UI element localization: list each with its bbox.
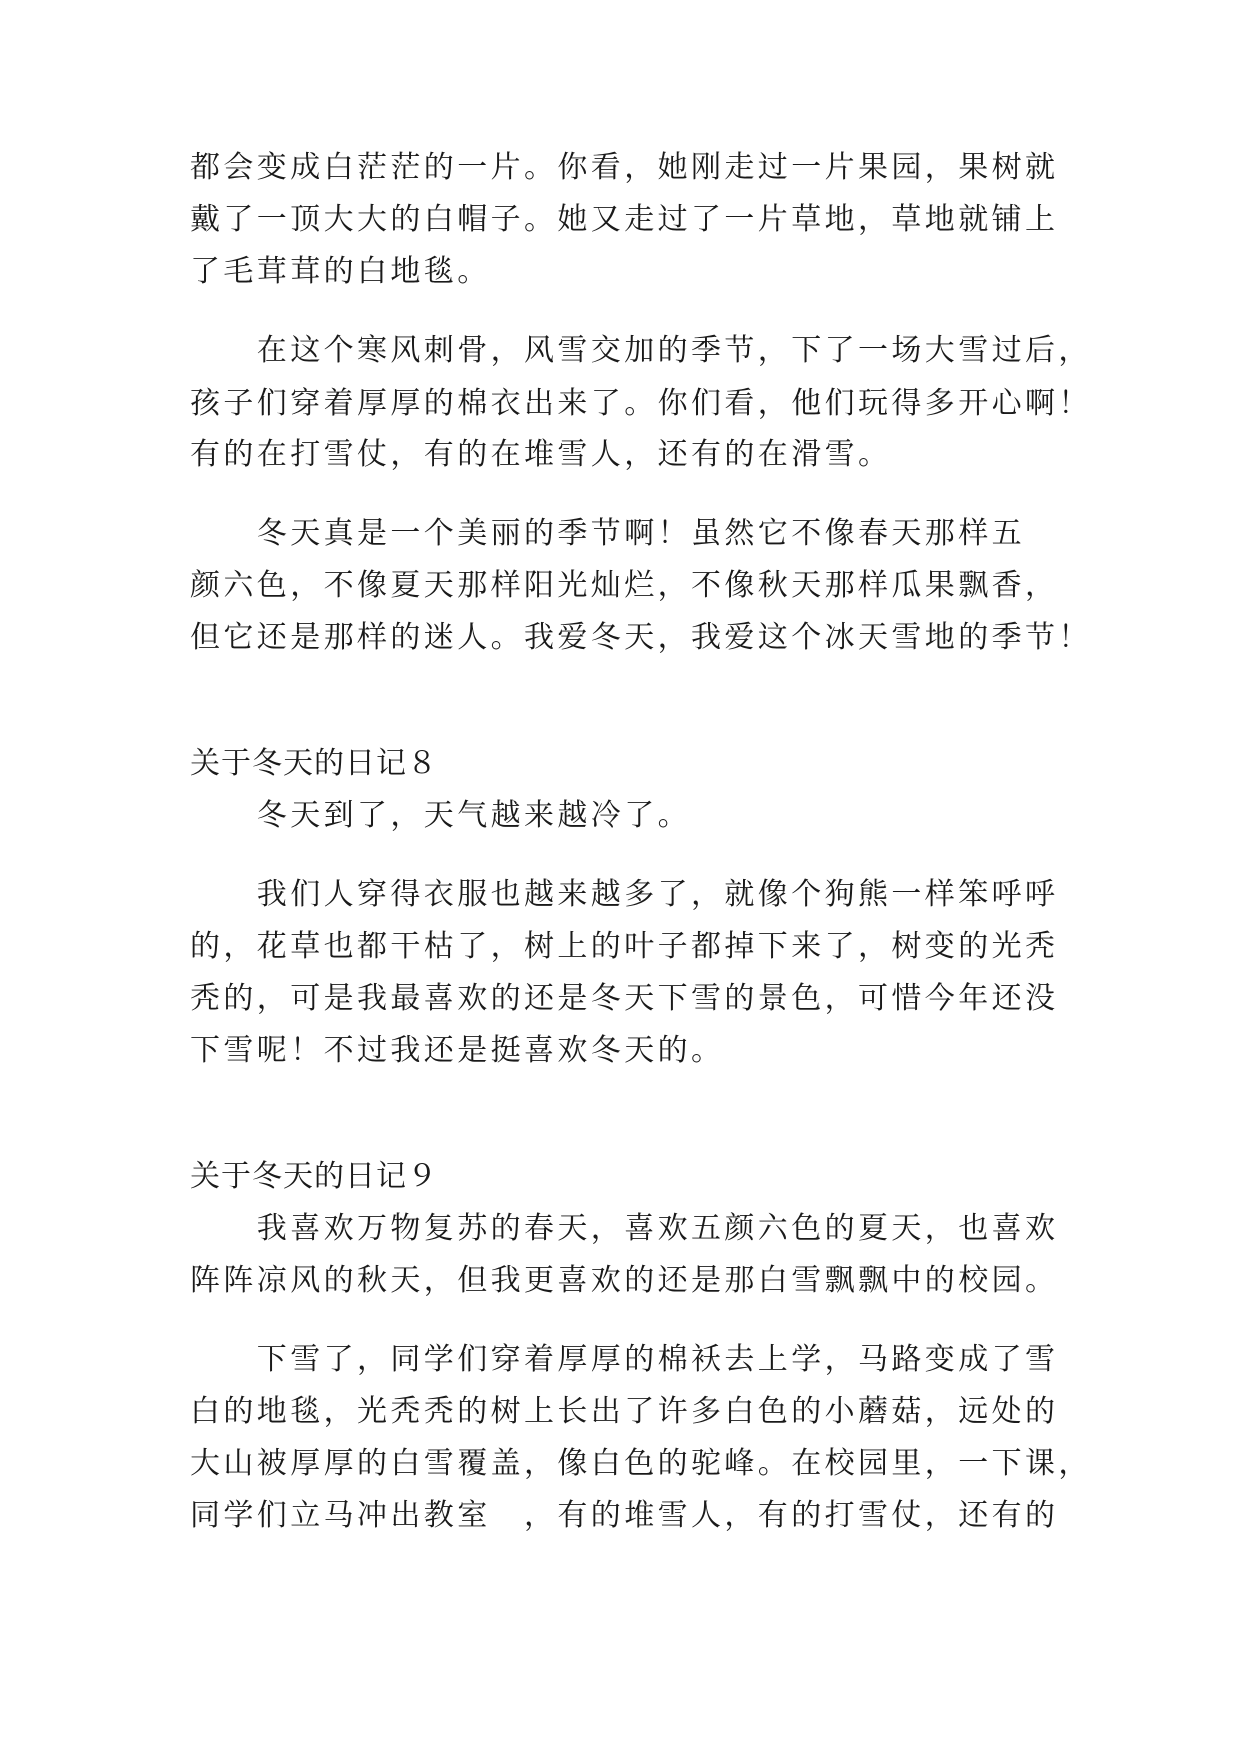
diary-8-line: 秃的，可是我最喜欢的还是冬天下雪的景色，可惜今年还没 <box>190 981 1059 1016</box>
paragraph-line: 颜六色，不像夏天那样阳光灿烂，不像秋天那样瓜果飘香， <box>190 568 1059 603</box>
diary-8-line: 冬天到了，天气越来越冷了。 <box>190 798 691 833</box>
paragraph-line: 但它还是那样的迷人。我爱冬天，我爱这个冰天雪地的季节！ <box>190 620 1092 655</box>
diary-8-line: 下雪呢！不过我还是挺喜欢冬天的。 <box>190 1033 725 1068</box>
diary-8-line: 的，花草也都干枯了，树上的叶子都掉下来了，树变的光秃 <box>190 929 1059 964</box>
diary-8-heading: 关于冬天的日记８ <box>190 746 438 781</box>
diary-8-line: 我们人穿得衣服也越来越多了，就像个狗熊一样笨呼呼 <box>190 877 1059 912</box>
diary-9-line: 大山被厚厚的白雪覆盖，像白色的驼峰。在校园里，一下课， <box>190 1446 1092 1481</box>
paragraph-line: 了毛茸茸的白地毯。 <box>190 254 491 289</box>
paragraph-line: 有的在打雪仗，有的在堆雪人，还有的在滑雪。 <box>190 437 892 472</box>
paragraph-line: 孩子们穿着厚厚的棉衣出来了。你们看，他们玩得多开心啊！ <box>190 386 1092 421</box>
diary-9-line: 阵阵凉风的秋天，但我更喜欢的还是那白雪飘飘中的校园。 <box>190 1263 1059 1298</box>
paragraph-line: 都会变成白茫茫的一片。你看，她刚走过一片果园，果树就 <box>190 150 1059 185</box>
diary-9-line: 白的地毯，光秃秃的树上长出了许多白色的小蘑菇，远处的 <box>190 1394 1059 1429</box>
diary-9-line: 我喜欢万物复苏的春天，喜欢五颜六色的夏天，也喜欢 <box>190 1211 1059 1246</box>
diary-9-line: 同学们立马冲出教室 ，有的堆雪人，有的打雪仗，还有的 <box>190 1498 1059 1533</box>
paragraph-line: 在这个寒风刺骨，风雪交加的季节，下了一场大雪过后， <box>190 333 1092 368</box>
diary-9-line: 下雪了，同学们穿着厚厚的棉袄去上学，马路变成了雪 <box>190 1342 1059 1377</box>
paragraph-line: 戴了一顶大大的白帽子。她又走过了一片草地，草地就铺上 <box>190 202 1059 237</box>
paragraph-line: 冬天真是一个美丽的季节啊！虽然它不像春天那样五 <box>190 516 1025 551</box>
diary-9-heading: 关于冬天的日记９ <box>190 1159 438 1194</box>
